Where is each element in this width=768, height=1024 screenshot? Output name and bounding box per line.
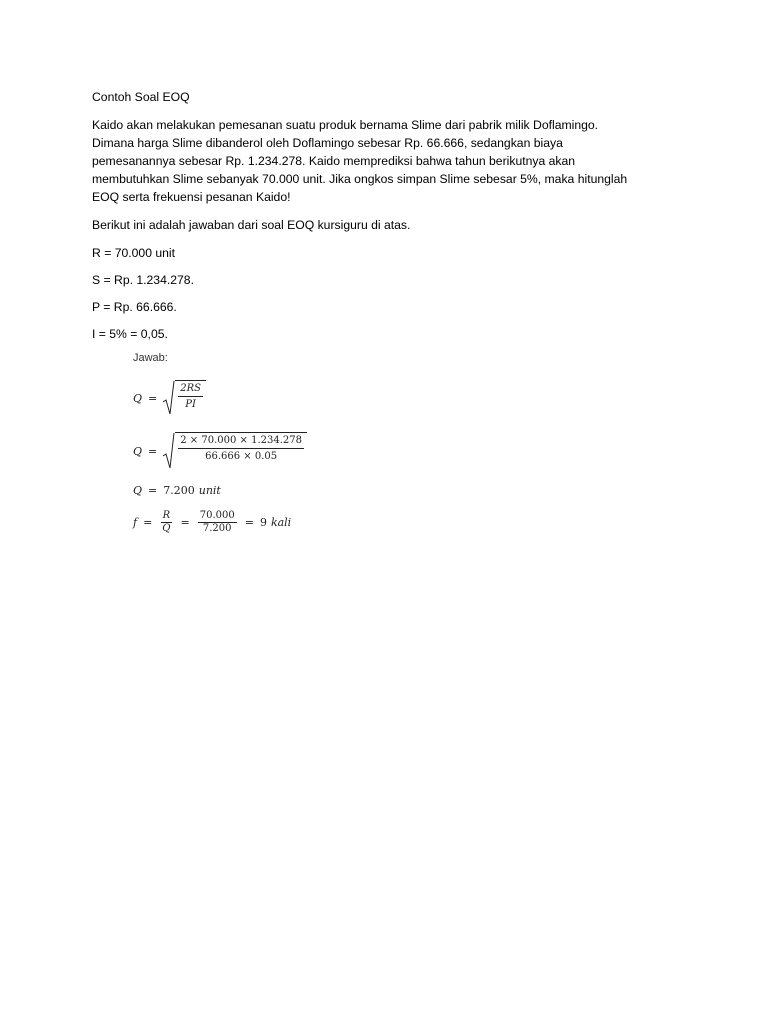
problem-line: pemesanannya sebesar Rp. 1.234.278. Kaido memprediksi bahwa tahun berikutnya akan — [92, 154, 576, 168]
f-denominator: Q — [162, 523, 171, 534]
variable-p: P = Rp. 66.666. — [92, 300, 177, 314]
problem-line: membutuhkan Slime sebanyak 70.000 unit. Jika ongkos simpan Slime sebesar 5%, maka hitunglah — [92, 172, 628, 186]
problem-line: EOQ serta frekuensi pesanan Kaido! — [92, 190, 291, 204]
variable-s: S = Rp. 1.234.278. — [92, 273, 194, 287]
substituted-numerator: 2 × 70.000 × 1.234.278 — [178, 433, 304, 449]
formula-result — [133, 484, 221, 497]
general-denominator: PI — [185, 399, 196, 410]
sqrt-sign — [163, 432, 307, 470]
f-numerator-value: 70.000 — [199, 510, 235, 521]
problem-line: Kaido akan melakukan pemesanan suatu produk bernama Slime dari pabrik milik Doflamingo. — [92, 118, 599, 132]
result-value: 7.200 — [163, 484, 195, 497]
f-result-value: 9 — [259, 516, 267, 529]
document-page — [92, 88, 672, 352]
formula-heading: Jawab: — [133, 352, 168, 364]
equals-sign: = — [148, 484, 158, 497]
formula-image — [133, 352, 313, 542]
variable-r: R = 70.000 unit — [92, 246, 176, 260]
f-symbol: f — [133, 516, 138, 529]
f-denominator-value: 7.200 — [202, 523, 232, 534]
equals-sign: = — [244, 516, 254, 529]
f-result-unit: kali — [270, 516, 292, 529]
formula-frequency — [133, 510, 291, 535]
sqrt-sign — [163, 380, 206, 416]
formula-general — [133, 380, 206, 416]
document-title: Contoh Soal EOQ — [92, 90, 190, 104]
problem-paragraph — [92, 116, 672, 206]
formula-substituted — [133, 432, 307, 470]
equals-sign: = — [148, 444, 158, 458]
q-symbol: Q — [133, 484, 143, 497]
problem-line: Dimana harga Slime dibanderol oleh Doflamingo sebesar Rp. 66.666, sedangkan biaya — [92, 136, 563, 150]
equals-sign: = — [148, 391, 158, 405]
equals-sign: = — [180, 516, 190, 529]
variable-i: I = 5% = 0,05. — [92, 327, 168, 341]
result-unit: unit — [198, 484, 221, 497]
q-symbol: Q — [133, 444, 143, 458]
answer-intro: Berikut ini adalah jawaban dari soal EOQ kursiguru di atas. — [92, 218, 411, 232]
equals-sign: = — [143, 516, 153, 529]
substituted-denominator: 66.666 × 0.05 — [205, 451, 278, 462]
general-numerator: 2RS — [178, 381, 203, 397]
q-symbol: Q — [133, 391, 143, 405]
f-numerator: R — [162, 510, 171, 521]
